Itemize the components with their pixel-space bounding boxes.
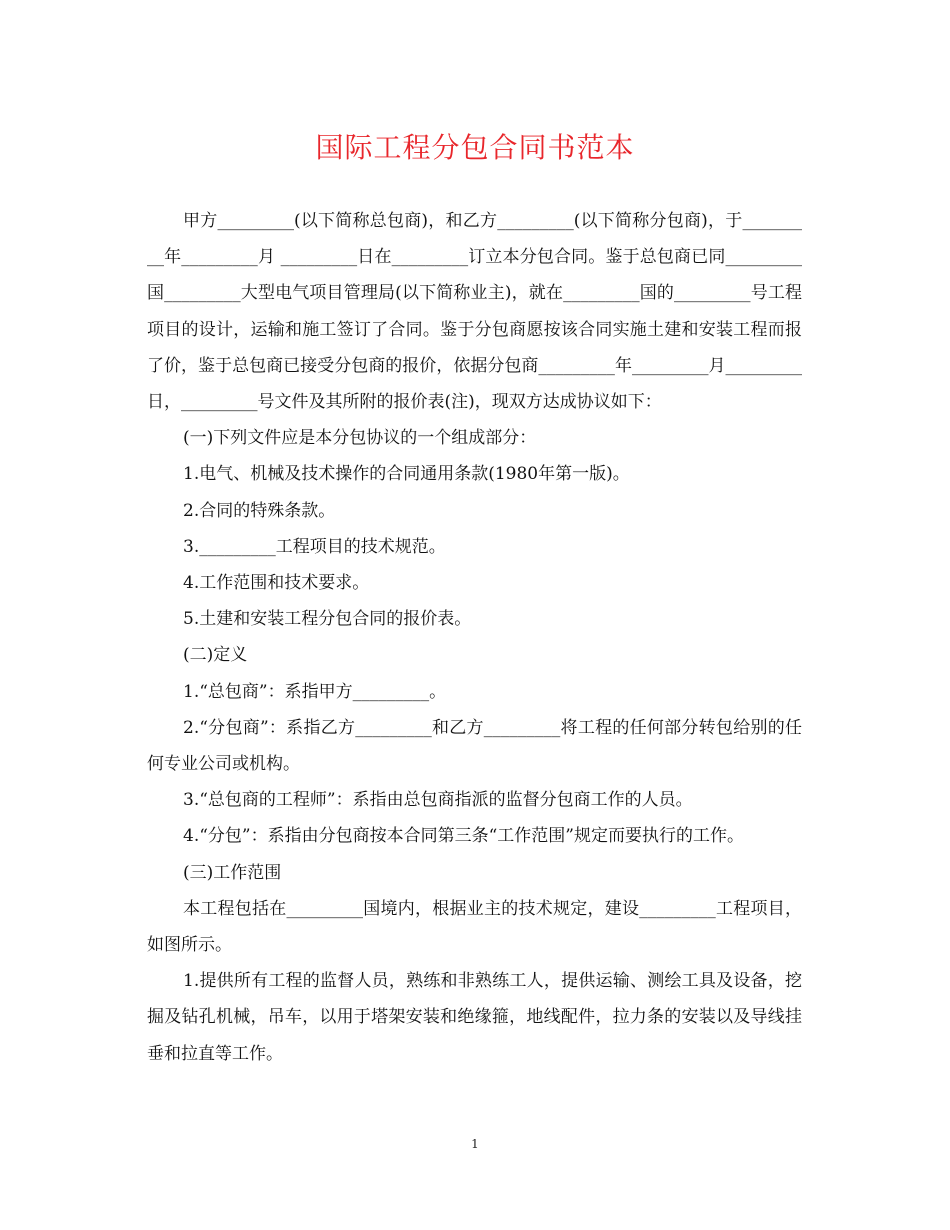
scope-item: 1.提供所有工程的监督人员，熟练和非熟练工人，提供运输、测绘工具及设备，挖掘及钻孔机械，吊车，以用于塔架安装和绝缘箍，地线配件，拉力条的安装以及导线挂垂和拉直等工作。 (147, 971, 802, 1064)
section-2-heading: (二)定义 (183, 645, 248, 666)
list-item: 2.合同的特殊条款。 (183, 500, 336, 521)
list-item: 1.电气、机械及技术操作的合同通用条款(1980年第一版)。 (183, 464, 630, 485)
definition-item: 4.“分包”：系指由分包商按本合同第三条“工作范围”规定而要执行的工作。 (183, 826, 744, 847)
document-body (147, 203, 802, 1072)
scope-paragraph: 本工程包括在_________国境内，根据业主的技术规定，建设_________工程项目，如图所示。 (147, 898, 802, 956)
section-3-heading: (三)工作范围 (183, 862, 282, 883)
definition-item: 3.“总包商的工程师”：系指由总包商指派的监督分包商工作的人员。 (183, 790, 693, 811)
page-number: 1 (471, 1137, 479, 1151)
document-title: 国际工程分包合同书范本 (315, 131, 635, 164)
preamble-paragraph: 甲方_________(以下简称总包商)，和乙方_________(以下简称分包商)，于_________年_________月 _________日在_________订立本分包合同。鉴于总包商已同_________国_________大型电气项目管理局(以下简称业主)，就在_________国的_________号工程项目的设计，运输和施工签订了合同。鉴于分包商愿按该合同实施土建和安装工程而报了价，鉴于总包商已接受分包商的报价，依据分包商_________年_________月_________日，_________号文件及其所附的报价表(注)，现双方达成协议如下： (147, 211, 802, 413)
definition-item: 2.“分包商”：系指乙方_________和乙方_________将工程的任何部分转包给别的任何专业公司或机构。 (147, 717, 802, 775)
list-item: 5.土建和安装工程分包合同的报价表。 (183, 609, 472, 630)
section-1-heading: (一)下列文件应是本分包协议的一个组成部分： (183, 428, 537, 449)
definition-item: 1.“总包商”：系指甲方_________。 (183, 681, 447, 702)
list-item: 3._________工程项目的技术规范。 (183, 536, 446, 557)
list-item: 4.工作范围和技术要求。 (183, 573, 370, 594)
